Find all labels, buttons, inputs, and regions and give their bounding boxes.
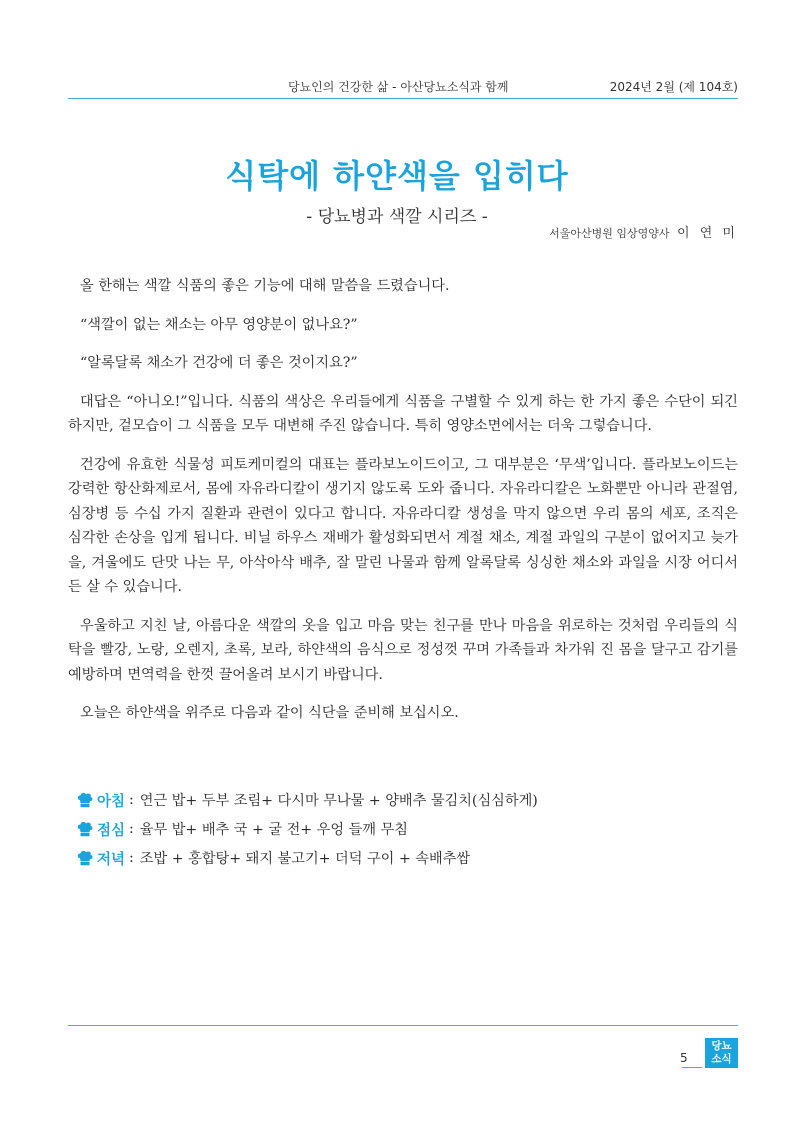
paragraph: 건강에 유효한 식물성 피토케미컬의 대표는 플라보노이드이고, 그 대부분은 ‘무색’입니다. 플라보노이드는 강력한 항산화제로서, 몸에 자유라디칼이 생기지 않도록 도와 줍니다. 자유라디칼은 노화뿐만 아니라 관절염, 심장병 등 수십 가지 질환과 관련이 있다고 합니다. 자유라디칼 생성을 막지 않으면 우리 몸의 세포, 조직은 심각한 손상을 입게 됩니다. 비닐 하우스 재배가 활성화되면서 계절 채소, 계절 과일의 구분이 없어지고 늦가을, 겨울에도 단맛 나는 무, 아삭아삭 배추, 잘 말린 나물과 함께 알록달록 싱싱한 채소와 과일을 시장 어디서든 살 수 있습니다. <box>68 456 738 595</box>
article-body <box>68 274 738 740</box>
paragraph: 우울하고 지친 날, 아름다운 색깔의 옷을 입고 마음 맞는 친구를 만나 마음을 위로하는 것처럼 우리들의 식탁을 빨강, 노랑, 오렌지, 초록, 보라, 하얀색의 음식으로 정성껏 꾸며 가족들과 차가워 진 몸을 달구고 감기를 예방하며 면역력을 한껏 끌어올려 보시기 바랍니다. <box>68 617 738 683</box>
author-byline <box>549 222 738 241</box>
meal-items: 조밥 + 홍합탕+ 돼지 불고기+ 더덕 구이 + 속배추쌈 <box>139 851 471 867</box>
meal-breakfast <box>76 788 736 812</box>
meal-separator: : <box>129 850 134 866</box>
meal-separator: : <box>129 792 134 808</box>
meal-items: 연근 밥+ 두부 조림+ 다시마 무나물 + 양배추 물김치(심심하게) <box>139 793 538 809</box>
newsletter-logo <box>705 1038 738 1068</box>
chef-hat-icon <box>76 820 94 838</box>
issue-info: 2024년 2월 (제 104호) <box>609 80 738 94</box>
paragraph: 오늘은 하얀색을 위주로 다음과 같이 식단을 준비해 보십시오. <box>80 705 459 721</box>
paragraph: “색깔이 없는 채소는 아무 영양분이 없나요?” <box>80 316 358 333</box>
chef-hat-icon <box>76 849 94 867</box>
article-title: 식탁에 하얀색을 입히다 <box>225 157 569 195</box>
author-name: 이 연 미 <box>677 226 738 241</box>
publication-name: 당뇨인의 건강한 삶 - 아산당뇨소식과 함께 <box>288 80 509 94</box>
article-subtitle: - 당뇨병과 색깔 시리즈 - <box>306 207 488 227</box>
logo-line-2: 소식 <box>711 1053 732 1065</box>
logo-line-1: 당뇨 <box>711 1040 732 1052</box>
meal-label: 아침 <box>97 793 126 810</box>
paragraph: 올 한해는 색깔 식품의 좋은 기능에 대해 말씀을 드렸습니다. <box>80 278 450 294</box>
paragraph: 대답은 “아니오!”입니다. 식품의 색상은 우리들에게 식품을 구별할 수 있게 하는 한 가지 좋은 수단이 되긴 하지만, 겉모습이 그 식품을 모두 대변해 주진 않습니다. 특히 영양소면에서는 더욱 그렇습니다. <box>68 393 738 434</box>
meal-label: 저녁 <box>97 851 126 868</box>
meal-plan <box>76 788 736 875</box>
meal-label: 점심 <box>97 822 126 839</box>
paragraph: “알록달록 채소가 건강에 더 좋은 것이지요?” <box>80 355 358 371</box>
meal-separator: : <box>129 821 134 837</box>
meal-dinner <box>76 846 736 870</box>
header-divider <box>68 98 738 99</box>
page-number-underline <box>682 1067 702 1068</box>
chef-hat-icon <box>76 791 94 809</box>
footer-divider <box>68 1025 738 1026</box>
page-number: 5 <box>680 1051 688 1065</box>
meal-items: 율무 밥+ 배추 국 + 굴 전+ 우엉 들깨 무침 <box>139 822 408 838</box>
meal-lunch <box>76 817 736 841</box>
author-affiliation: 서울아산병원 임상영양사 <box>549 227 670 240</box>
